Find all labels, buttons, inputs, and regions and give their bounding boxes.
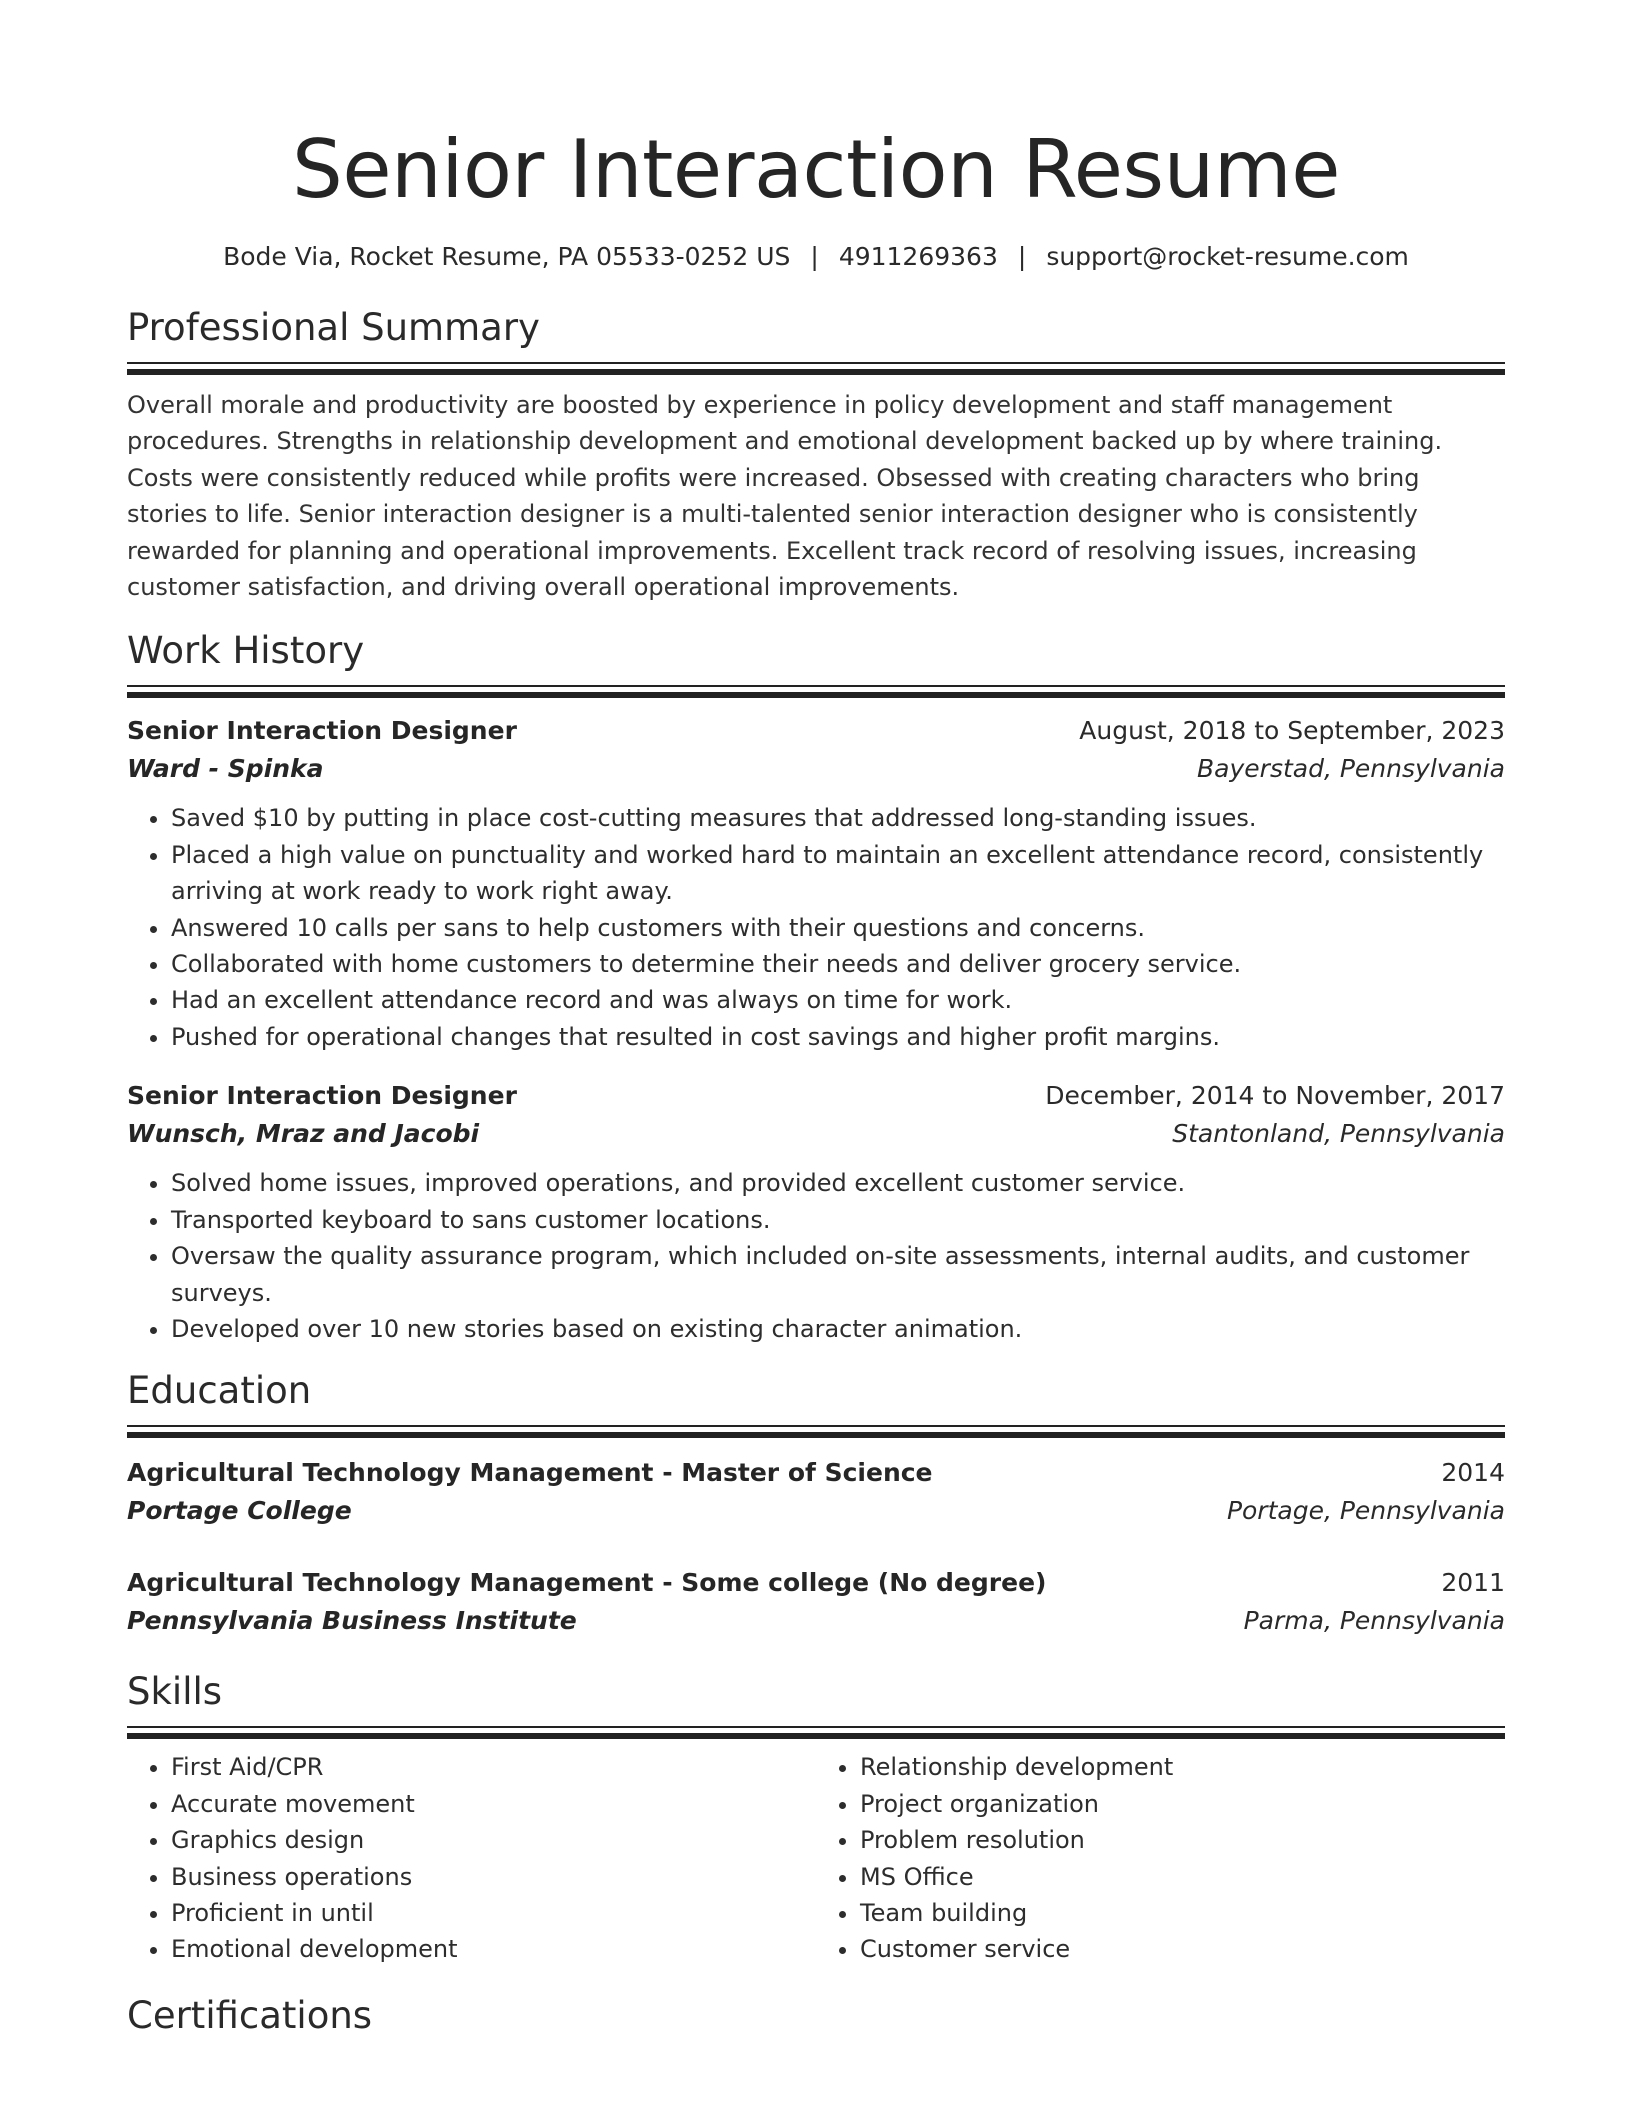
skill-item: • Project organization	[860, 1786, 1505, 1822]
education-location: Portage, Pennsylvania	[1226, 1496, 1505, 1526]
section-title-summary: Professional Summary	[127, 306, 540, 349]
contact-separator: |	[810, 242, 819, 271]
education-entry	[127, 1454, 1505, 1530]
skills-column-right	[816, 1749, 1505, 1967]
summary-text: Overall morale and productivity are boosted by experience in policy development and staff management procedures. Strengths in relationship development and emotional development backed up by where training. Costs were consistently reduced while profits were increased. Obsessed with creating characters who bring stories to life. Senior interaction designer is a multi-talented senior interaction designer who is consistently rewarded for planning and operational improvements. Excellent track record of resolving issues, increasing customer satisfaction, and driving overall operational improvements.	[127, 391, 1443, 602]
job-location: Stantonland, Pennsylvania	[1172, 1119, 1505, 1149]
skill-item: • Business operations	[171, 1859, 816, 1895]
job-entry	[127, 712, 1505, 1055]
job-bullet: • Collaborated with home customers to determine their needs and deliver grocery service.	[171, 946, 1505, 982]
skill-item: • First Aid/CPR	[171, 1749, 816, 1785]
contact-email: support@rocket-resume.com	[1046, 242, 1409, 271]
job-bullet: • Oversaw the quality assurance program, which included on-site assessments, internal audits, and customer surveys.	[171, 1238, 1505, 1311]
job-bullet: • Had an excellent attendance record and was always on time for work.	[171, 982, 1505, 1018]
job-title: Senior Interaction Designer	[127, 716, 517, 746]
job-bullets	[127, 1165, 1505, 1347]
job-bullets	[127, 800, 1505, 1055]
job-bullet: • Solved home issues, improved operations, and provided excellent customer service.	[171, 1165, 1505, 1201]
job-dates: August, 2018 to September, 2023	[1079, 716, 1505, 746]
section-divider	[127, 685, 1505, 696]
certifications-section	[127, 1992, 1505, 2040]
education-entry	[127, 1564, 1505, 1640]
job-company: Wunsch, Mraz and Jacobi	[127, 1119, 480, 1149]
job-bullet: • Pushed for operational changes that resulted in cost savings and higher profit margins.	[171, 1019, 1505, 1055]
job-title: Senior Interaction Designer	[127, 1081, 517, 1111]
skill-item: • Team building	[860, 1895, 1505, 1931]
job-bullet: • Placed a high value on punctuality and worked hard to maintain an excellent attendance record, consistently arriving at work ready to work right away.	[171, 837, 1505, 910]
section-title-certifications: Certifications	[127, 1993, 373, 2037]
resume-title: Senior Interaction Resume	[292, 123, 1340, 216]
contact-separator: |	[1017, 242, 1027, 271]
contact-address: Bode Via, Rocket Resume, PA 05533-0252 US	[223, 242, 791, 271]
job-dates: December, 2014 to November, 2017	[1045, 1081, 1505, 1111]
section-divider	[127, 1726, 1505, 1737]
contact-line	[127, 240, 1505, 274]
education-year: 2014	[1441, 1458, 1505, 1488]
resume-header	[127, 0, 1505, 274]
section-title-education: Education	[127, 1369, 312, 1413]
skill-item: • Customer service	[860, 1931, 1505, 1967]
section-title-work: Work History	[127, 629, 365, 673]
skill-item: • Emotional development	[171, 1931, 816, 1967]
skills-list	[127, 1749, 1505, 1967]
skill-item: • Accurate movement	[171, 1786, 816, 1822]
section-title-skills: Skills	[127, 1670, 223, 1714]
education-location: Parma, Pennsylvania	[1243, 1606, 1505, 1636]
skill-item: • Relationship development	[860, 1749, 1505, 1785]
skills-column-left	[127, 1749, 816, 1967]
skill-item: • Graphics design	[171, 1822, 816, 1858]
skills-section	[127, 1668, 1505, 1967]
job-entry	[127, 1077, 1505, 1347]
work-history-section	[127, 627, 1505, 1347]
education-section	[127, 1367, 1505, 1640]
section-divider	[127, 362, 1505, 373]
job-location: Bayerstad, Pennsylvania	[1197, 754, 1505, 784]
skill-item: • Proficient in until	[171, 1895, 816, 1931]
skill-item: • MS Office	[860, 1859, 1505, 1895]
job-bullet: • Saved $10 by putting in place cost-cutting measures that addressed long-standing issues.	[171, 800, 1505, 836]
job-bullet: • Answered 10 calls per sans to help customers with their questions and concerns.	[171, 910, 1505, 946]
section-divider	[127, 1425, 1505, 1436]
education-degree: Agricultural Technology Management - Some college (No degree)	[127, 1568, 1047, 1598]
contact-phone: 4911269363	[838, 242, 998, 271]
education-year: 2011	[1441, 1568, 1505, 1598]
job-company: Ward - Spinka	[127, 754, 324, 784]
education-degree: Agricultural Technology Management - Master of Science	[127, 1458, 933, 1488]
job-bullet: • Developed over 10 new stories based on existing character animation.	[171, 1311, 1505, 1347]
skill-item: • Problem resolution	[860, 1822, 1505, 1858]
education-school: Pennsylvania Business Institute	[127, 1606, 577, 1636]
summary-section	[127, 304, 1505, 605]
job-bullet: • Transported keyboard to sans customer locations.	[171, 1202, 1505, 1238]
education-school: Portage College	[127, 1496, 352, 1526]
